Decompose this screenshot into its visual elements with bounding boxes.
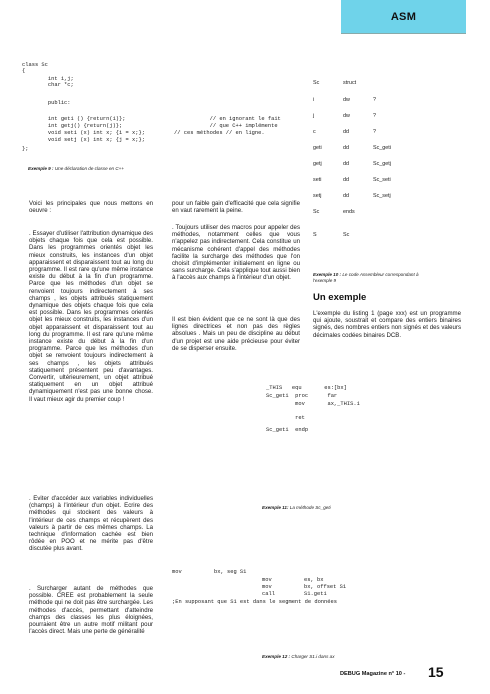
code-line: mov ax,_THIS.i xyxy=(266,401,360,407)
paragraph-fields-access: . Eviter d'accéder aux variables individuelles (champs) à l'intérieur d'un objet. Ecrire des méthodes qui stockent des valeurs à l'intérieur de ces champs et récupèrent des valeurs à partir de ces mêmes champs. La technique d'information cachée est bien rôdée en POO et ne mérite pas d'être discutée plus avant. xyxy=(29,495,153,553)
code-line: void seti (x) int x; {i = x;}; // ces méthodes // en ligne. xyxy=(22,130,265,136)
struct-cell: dd xyxy=(343,129,349,135)
paragraph-efficiency: pour un faible gain d'efficacité que cela signifie en vaut rarement la peine. xyxy=(172,200,300,215)
code-line: mov bx, seg S1 xyxy=(172,569,247,575)
caption-label: Exemple 12 : xyxy=(262,654,291,659)
caption-text: Le code Assembleur correspondant à l'exemple 9 xyxy=(313,272,419,283)
struct-cell: getj xyxy=(313,161,322,167)
caption-text: Une déclaration de classe en C++ xyxy=(53,166,125,171)
struct-cell: Sc_geti xyxy=(373,145,391,151)
struct-cell: Sc xyxy=(313,80,320,86)
paragraph-macros: . Toujours utiliser des macros pour appeler des méthodes, notamment celles que vous n'appelez pas indirectement. Cela constitue un mécanisme cohérent d'appel des méthodes facilite la surcharge des méthodes que l'on choisit d'implémenter initialement en ligne ou sans surcharge. Cela s'applique tout aussi bien à l'accès aux champs à l'intérieur d'un objet. xyxy=(172,224,300,282)
caption-text: La méthode Sc_geti xyxy=(288,505,331,510)
code-line: { xyxy=(22,68,26,74)
paragraph-dynamic-allocation: . Essayer d'utiliser l'attribution dynamique des objets chaque fois que cela est possible. Dans les programmes orientés objet les mieux construits, les instances d'un objet apparaissent et disparaissent tout au long du programme. Il est rare qu'une même instance existe du début à la fin d'un programme. Parce que les méthodes d'un objet se renvoient toujours indirectement à ses champs , les objets attribués statiquement dynamique des objets chaque fois que cela est possible. Dans les programmes orientés objet les mieux construits, les instances d'un objet apparaissent et disparaissent tout au long du programme. Il est rare qu'une même instance existe du début à la fin d'un programme. Parce que les méthodes d'un objet se renvoient toujours indirectement à ses champs , les objets attribués statiquement présentent peu d'avantages. Convertir, ultérieurement, un objet attribué statiquement en un objet attribué dynamiquement n'est pas une bonne chose. Il vaut mieux agir du premier coup ! xyxy=(29,230,153,403)
struct-cell: j xyxy=(313,113,315,119)
struct-cell: struct xyxy=(343,80,357,86)
struct-cell: dw xyxy=(343,113,350,119)
code-line: _THIS equ es:[bx] xyxy=(266,385,347,391)
struct-cell: dw xyxy=(343,97,350,103)
code-line: class Sc xyxy=(22,62,48,68)
struct-cell: Sc_setj xyxy=(373,193,391,199)
paragraph-example: L'exemple du listing 1 (page xxx) est un programme qui ajoute, soustrait et compare des entiers binaires signés, des nombres entiers non signés et des valeurs décimales codées binaires DCB. xyxy=(313,310,461,339)
code-line: public: xyxy=(22,100,71,106)
code-line: Sc_geti endp xyxy=(266,427,309,433)
struct-cell: ? xyxy=(373,113,376,119)
code-comment: ;En supposant que S1 est dans le segment de données xyxy=(172,599,337,605)
example10-caption xyxy=(313,272,433,283)
struct-cell: Sc_getj xyxy=(373,161,391,167)
code-line: int i,j; xyxy=(22,76,74,82)
paragraph-intro: Voici les principales que nous mettons en oeuvre : xyxy=(29,200,153,215)
struct-cell: S xyxy=(313,232,317,238)
struct-cell: dd xyxy=(343,193,349,199)
struct-cell: ? xyxy=(373,97,376,103)
header-banner xyxy=(341,0,466,34)
paragraph-overload: . Surcharger autant de méthodes que possible. CREE est probablement la seule méthode qui ne doit pas être surchargée. Les méthodes d'accès, permettant d'atteindre champs des classes les plus éloignées, pourraient être un autre motif militant pour l'accès direct. Mais une perte de généralité xyxy=(29,585,153,636)
code-line: ret xyxy=(266,415,305,421)
example12-caption xyxy=(262,654,335,659)
struct-cell: c xyxy=(313,129,316,135)
struct-cell: dd xyxy=(343,177,349,183)
struct-cell: i xyxy=(313,97,315,103)
code-line: char *c; xyxy=(22,82,74,88)
struct-cell: geti xyxy=(313,145,322,151)
struct-cell: seti xyxy=(313,177,322,183)
struct-cell: Sc xyxy=(313,209,320,215)
code-line: call S1.geti xyxy=(262,591,327,597)
caption-label: Exemple 11: xyxy=(262,505,289,510)
example9-caption xyxy=(28,166,124,171)
struct-cell: ends xyxy=(343,209,355,215)
page-number: 15 xyxy=(428,664,444,680)
example11-caption xyxy=(262,505,331,510)
code-line: void setj (x) int x; {j = x;}; xyxy=(22,137,145,143)
footer-magazine: DEBUG Magazine n° 10 - xyxy=(340,671,406,677)
struct-cell: setj xyxy=(313,193,322,199)
code-line: Sc_geti proc far xyxy=(266,393,338,399)
section-header-title: ASM xyxy=(390,10,417,23)
code-line: int getj() {return(j)}; // que C++ implémente xyxy=(22,123,278,129)
caption-text: Charger S1.i dans ax xyxy=(290,654,335,659)
paragraph-guidelines: Il est bien évident que ce ne sont là que des lignes directrices et non pas des règles absolues . Mais un peu de discipline au début d'un projet est une aide précieuse pour éviter de se disperser ensuite. xyxy=(172,316,300,352)
struct-cell: Sc_seti xyxy=(373,177,391,183)
struct-cell: Sc xyxy=(343,232,350,238)
struct-cell: dd xyxy=(343,161,349,167)
struct-cell: ? xyxy=(373,129,376,135)
code-line: mov bx, offset S1 xyxy=(262,584,347,590)
code-line: }; xyxy=(22,146,29,152)
section-title: Un exemple xyxy=(313,292,367,303)
caption-label: Exemple 10 : xyxy=(313,272,342,277)
caption-label: Exemple 9 : xyxy=(28,166,54,171)
struct-cell: dd xyxy=(343,145,349,151)
code-line: int geti () {return(i)}; // en ignorant le fait xyxy=(22,116,281,122)
code-line: mov es, bx xyxy=(262,577,324,583)
